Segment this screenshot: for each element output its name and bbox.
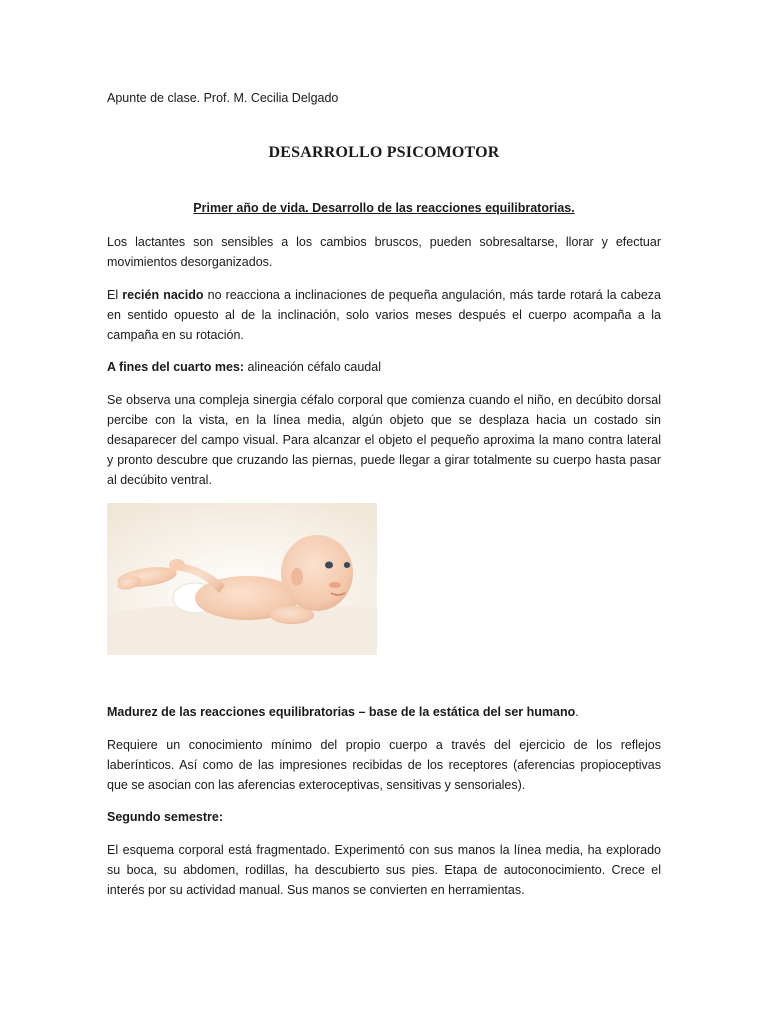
paragraph-conocimiento: Requiere un conocimiento mínimo del propio cuerpo a través del ejercicio de los reflejos laberínticos. Así como de las impresiones recibidas de los receptores (aferencias propioceptivas que se asocian con las aferencias exteroceptivas, sensitivas y sensoriales). [107,738,661,792]
paragraph-recien-nacido-prefix: El [107,288,123,302]
cuarto-mes-text: alineación céfalo caudal [244,360,381,374]
madurez-heading: Madurez de las reacciones equilibratorias – base de la estática del ser humano [107,705,576,719]
paragraph-recien-nacido [107,285,661,345]
cuarto-mes-heading: A fines del cuarto mes: [107,360,245,374]
recien-nacido-bold: recién nacido [122,288,204,302]
baby-photo [107,503,377,655]
paragraph-madurez [107,702,661,722]
madurez-period: . [575,705,579,719]
author-header: Apunte de clase. Prof. M. Cecilia Delgado [107,91,339,105]
section-subtitle: Primer año de vida. Desarrollo de las reacciones equilibratorias. [193,201,575,215]
paragraph-cuarto-mes [107,357,661,377]
page-title: DESARROLLO PSICOMOTOR [268,144,500,161]
paragraph-recien-nacido-text: no reacciona a inclinaciones de pequeña angulación, más tarde rotará la cabeza en sentido opuesto al de la inclinación, solo varios meses después el cuerpo acompaña a la campaña en su rotación. [107,288,661,342]
paragraph-sinergia: Se observa una compleja sinergia céfalo corporal que comienza cuando el niño, en decúbito dorsal percibe con la vista, en la línea media, algún objeto que se desplaza hacia un costado sin desaparecer del campo visual. Para alcanzar el objeto el pequeño aproxima la mano contra lateral y pronto descubre que cruzando las piernas, puede llegar a girar totalmente su cuerpo hasta pasar al decúbito ventral. [107,393,661,487]
paragraph-esquema-corporal: El esquema corporal está fragmentado. Experimentó con sus manos la línea media, ha explorado su boca, su abdomen, rodillas, ha descubierto sus pies. Etapa de autoconocimiento. Crece el interés por su actividad manual. Sus manos se convierten en herramientas. [107,843,661,897]
segundo-semestre-heading: Segundo semestre: [107,810,224,824]
paragraph-lactantes: Los lactantes son sensibles a los cambios bruscos, pueden sobresaltarse, llorar y efectuar movimientos desorganizados. [107,235,661,269]
paragraph-segundo-semestre [107,807,661,827]
baby-illustration [107,503,377,655]
